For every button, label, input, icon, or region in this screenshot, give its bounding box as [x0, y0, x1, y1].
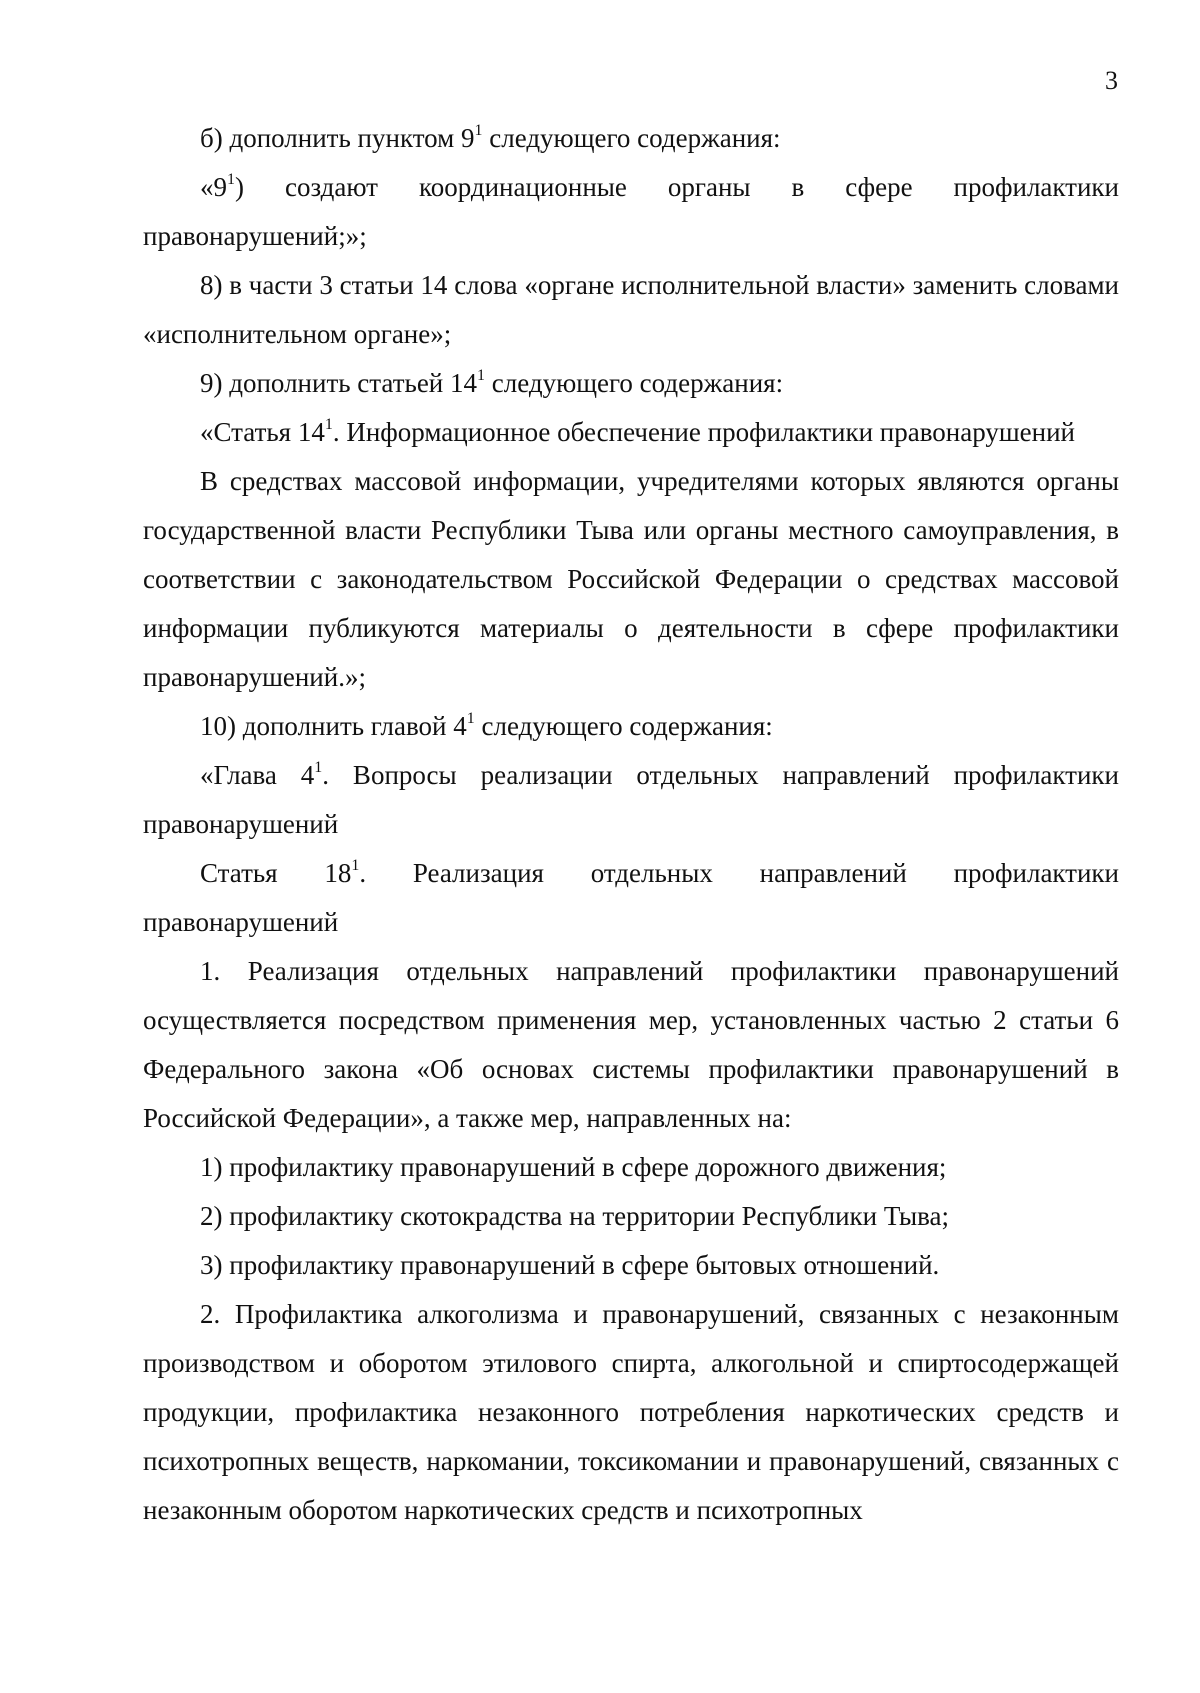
superscript: 1	[474, 122, 483, 139]
superscript: 1	[466, 710, 475, 727]
paragraph-item-9-1-quote: «$9^1$) создают координационные органы в сфере профилактики правонарушений;»;	[143, 171, 1119, 251]
page-number: 3	[1105, 66, 1118, 95]
paragraph-article-14-1-text: В средствах массовой информации, учредителями которых являются органы государственной власти Республики Тыва или органы местного самоуправления, в соответствии с законодательством Российской Федерации о средствах массовой информации публикуются материалы о деятельности в сфере профилактики правонарушений.»;	[143, 466, 1119, 692]
paragraph-subitem-2: 2) профилактику скотокрадства на территории Республики Тыва;	[200, 1201, 950, 1231]
superscript: 1	[324, 416, 333, 433]
paragraph-item-b: б) дополнить пунктом $9^1$ следующего содержания:	[200, 122, 781, 153]
paragraph-article-18-1-part-2: 2. Профилактика алкоголизма и правонарушений, связанных с незаконным производством и оборотом этилового спирта, алкогольной и спиртосодержащей продукции, профилактика незаконного потребления наркотических средств и психотропных веществ, наркомании, токсикомании и правонарушений, связанных с незаконным оборотом наркотических средств и психотропных	[143, 1299, 1119, 1525]
paragraph-subitem-3: 3) профилактику правонарушений в сфере бытовых отношений.	[200, 1250, 940, 1280]
paragraph-article-18-1-title: Статья $18^1$. Реализация отдельных направлений профилактики правонарушений	[143, 857, 1120, 937]
superscript: 1	[351, 857, 360, 874]
paragraph-item-10: 10) дополнить главой $4^1$ следующего содержания:	[200, 710, 773, 741]
paragraph-chapter-4-1-title: «Глава $4^1$. Вопросы реализации отдельных направлений профилактики правонарушений	[143, 759, 1119, 839]
paragraph-item-9: 9) дополнить статьей $14^1$ следующего содержания:	[200, 367, 784, 398]
paragraph-article-18-1-part-1: 1. Реализация отдельных направлений профилактики правонарушений осуществляется посредством применения мер, установленных частью 2 статьи 6 Федерального закона «Об основах системы профилактики правонарушений в Российской Федерации», а также мер, направленных на:	[143, 956, 1119, 1133]
superscript: 1	[477, 367, 486, 384]
paragraph-subitem-1: 1) профилактику правонарушений в сфере дорожного движения;	[200, 1152, 947, 1182]
paragraph-article-14-1-title: «Статья $14^1$. Информационное обеспечение профилактики правонарушений	[200, 416, 1075, 447]
document-body	[143, 114, 1119, 1535]
paragraph-item-8: 8) в части 3 статьи 14 слова «органе исполнительной власти» заменить словами «исполнительном органе»;	[143, 270, 1119, 349]
superscript: 1	[227, 171, 235, 188]
superscript: 1	[314, 759, 323, 776]
